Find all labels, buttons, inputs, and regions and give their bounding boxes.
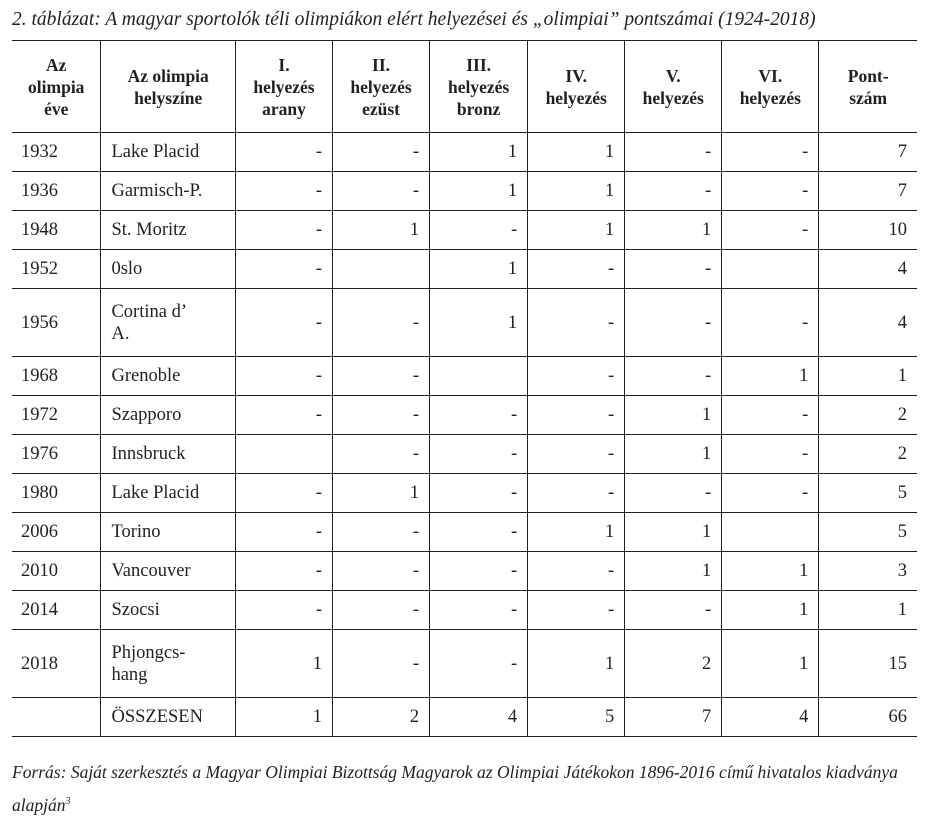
venue-cell <box>101 552 235 591</box>
table-row <box>12 630 917 698</box>
gold-cell: - <box>235 513 332 552</box>
silver-cell: 1 <box>333 211 430 250</box>
fifth-cell: 1 <box>625 396 722 435</box>
year-cell: 1972 <box>12 396 101 435</box>
table-row <box>12 250 917 289</box>
venue-line: Grenoble <box>111 366 181 386</box>
year-cell: 1968 <box>12 357 101 396</box>
year-cell: 2006 <box>12 513 101 552</box>
fifth-cell: - <box>625 357 722 396</box>
silver-cell: - <box>333 591 430 630</box>
fifth-cell: 2 <box>625 630 722 698</box>
points-cell: 10 <box>819 211 917 250</box>
sixth-cell: - <box>722 435 819 474</box>
points-cell: 2 <box>819 435 917 474</box>
table-row <box>12 513 917 552</box>
points-cell: 5 <box>819 513 917 552</box>
sixth-cell <box>722 513 819 552</box>
venue-line: Vancouver <box>111 561 191 581</box>
points-cell: 1 <box>819 357 917 396</box>
header-line: II. <box>372 54 391 75</box>
header-line: VI. <box>758 65 783 86</box>
header-line: helyezés <box>642 87 704 108</box>
fourth-cell: 1 <box>528 172 625 211</box>
year-cell: 1980 <box>12 474 101 513</box>
points-cell: 5 <box>819 474 917 513</box>
header-fourth <box>528 41 625 133</box>
header-sixth <box>722 41 819 133</box>
year-cell: 1956 <box>12 289 101 357</box>
year-cell: 1952 <box>12 250 101 289</box>
fifth-cell: - <box>625 591 722 630</box>
gold-cell: - <box>235 474 332 513</box>
venue-line: 0slo <box>111 259 143 279</box>
header-line: helyezés <box>545 87 607 108</box>
fourth-cell: - <box>528 357 625 396</box>
header-line: olimpia <box>28 76 85 97</box>
fifth-cell: - <box>625 133 722 172</box>
bronze-cell: - <box>430 591 528 630</box>
year-cell <box>12 698 101 737</box>
header-line: helyezés <box>448 76 510 97</box>
header-fifth <box>625 41 722 133</box>
points-cell: 7 <box>819 172 917 211</box>
venue-line: Garmisch-P. <box>111 181 203 201</box>
gold-cell: - <box>235 591 332 630</box>
table-row <box>12 357 917 396</box>
year-cell: 2010 <box>12 552 101 591</box>
header-gold <box>235 41 332 133</box>
fourth-cell: 1 <box>528 211 625 250</box>
venue-cell <box>101 698 235 737</box>
table-row <box>12 133 917 172</box>
header-line: Pont- <box>847 65 889 86</box>
sixth-cell: - <box>722 396 819 435</box>
fourth-cell: - <box>528 435 625 474</box>
silver-cell: - <box>333 552 430 591</box>
sixth-cell: - <box>722 172 819 211</box>
header-line: helyezés <box>350 76 412 97</box>
points-cell: 4 <box>819 289 917 357</box>
footnote-mark: 3 <box>65 796 71 807</box>
bronze-cell: 1 <box>430 172 528 211</box>
bronze-cell <box>430 357 528 396</box>
venue-cell <box>101 591 235 630</box>
header-silver <box>333 41 430 133</box>
venue-line: Phjongcs- <box>111 642 186 663</box>
header-line: bronz <box>456 98 501 119</box>
sixth-cell <box>722 250 819 289</box>
gold-cell <box>235 435 332 474</box>
silver-cell: - <box>333 357 430 396</box>
bronze-cell: - <box>430 435 528 474</box>
gold-cell: - <box>235 133 332 172</box>
bronze-cell: 1 <box>430 250 528 289</box>
venue-cell <box>101 630 235 698</box>
table-row <box>12 172 917 211</box>
points-cell: 15 <box>819 630 917 698</box>
header-line: Az olimpia <box>127 65 209 86</box>
silver-cell: - <box>333 630 430 698</box>
silver-cell: - <box>333 396 430 435</box>
header-row <box>12 41 917 133</box>
fifth-cell: 1 <box>625 211 722 250</box>
venue-cell <box>101 396 235 435</box>
header-line: helyszíne <box>134 87 203 108</box>
header-line: helyezés <box>253 76 315 97</box>
bronze-cell: - <box>430 396 528 435</box>
header-line: V. <box>665 65 681 86</box>
venue-cell <box>101 513 235 552</box>
year-cell: 1948 <box>12 211 101 250</box>
gold-cell: - <box>235 250 332 289</box>
header-line: IV. <box>565 65 587 86</box>
table-row <box>12 211 917 250</box>
sixth-cell: 1 <box>722 552 819 591</box>
fifth-cell: 1 <box>625 552 722 591</box>
table-row <box>12 474 917 513</box>
bronze-cell: - <box>430 474 528 513</box>
venue-cell <box>101 357 235 396</box>
venue-line: Innsbruck <box>111 444 186 464</box>
bronze-cell: 4 <box>430 698 528 737</box>
venue-cell <box>101 474 235 513</box>
header-line: éve <box>44 98 69 119</box>
bronze-cell: - <box>430 552 528 591</box>
fifth-cell: 7 <box>625 698 722 737</box>
venue-line: Szapporo <box>111 405 182 425</box>
fourth-cell: 1 <box>528 133 625 172</box>
fourth-cell: - <box>528 396 625 435</box>
silver-cell: - <box>333 435 430 474</box>
fourth-cell: - <box>528 591 625 630</box>
source-text: Forrás: Saját szerkesztés a Magyar Olimpiai Bizottság Magyarok az Olimpiai Játékokon 1896-2016 című hivatalos kiadványa alapján <box>12 762 898 815</box>
venue-line: Cortina d’ <box>111 301 187 322</box>
fourth-cell: 5 <box>528 698 625 737</box>
bronze-cell: - <box>430 630 528 698</box>
header-bronze <box>430 41 528 133</box>
table-row <box>12 591 917 630</box>
fourth-cell: - <box>528 474 625 513</box>
fifth-cell: - <box>625 289 722 357</box>
header-line: helyezés <box>739 87 801 108</box>
table-row <box>12 289 917 357</box>
venue-line: A. <box>111 323 130 344</box>
silver-cell: - <box>333 172 430 211</box>
sixth-cell: 1 <box>722 630 819 698</box>
venue-line: Lake Placid <box>111 142 200 162</box>
venue-cell <box>101 435 235 474</box>
gold-cell: - <box>235 396 332 435</box>
table-row <box>12 552 917 591</box>
bronze-cell: 1 <box>430 133 528 172</box>
gold-cell: - <box>235 211 332 250</box>
fourth-cell: - <box>528 250 625 289</box>
sixth-cell: 1 <box>722 591 819 630</box>
points-cell: 7 <box>819 133 917 172</box>
year-cell: 2014 <box>12 591 101 630</box>
source-note <box>12 757 922 820</box>
results-table <box>12 40 917 737</box>
fifth-cell: 1 <box>625 435 722 474</box>
header-line: ezüst <box>362 98 400 119</box>
bronze-cell: - <box>430 513 528 552</box>
header-line: III. <box>466 54 492 75</box>
sixth-cell: - <box>722 289 819 357</box>
venue-line: St. Moritz <box>111 220 187 240</box>
year-cell: 1932 <box>12 133 101 172</box>
header-line: Az <box>46 54 67 75</box>
silver-cell <box>333 250 430 289</box>
points-cell: 3 <box>819 552 917 591</box>
header-line: I. <box>278 54 290 75</box>
silver-cell: - <box>333 289 430 357</box>
bronze-cell: 1 <box>430 289 528 357</box>
gold-cell: 1 <box>235 698 332 737</box>
total-label: ÖSSZESEN <box>111 707 203 727</box>
silver-cell: - <box>333 133 430 172</box>
fourth-cell: - <box>528 289 625 357</box>
fifth-cell: - <box>625 474 722 513</box>
gold-cell: 1 <box>235 630 332 698</box>
gold-cell: - <box>235 357 332 396</box>
silver-cell: 2 <box>333 698 430 737</box>
venue-line: Lake Placid <box>111 483 200 503</box>
table-row <box>12 396 917 435</box>
sixth-cell: - <box>722 474 819 513</box>
fourth-cell: 1 <box>528 630 625 698</box>
header-year <box>12 41 101 133</box>
header-points <box>819 41 917 133</box>
points-cell: 66 <box>819 698 917 737</box>
header-line: arany <box>262 98 306 119</box>
gold-cell: - <box>235 289 332 357</box>
venue-cell <box>101 211 235 250</box>
venue-cell <box>101 289 235 357</box>
venue-line: Szocsi <box>111 600 160 620</box>
table-caption: 2. táblázat: A magyar sportolók téli olimpiákon elért helyezései és „olimpiai” pontszámai (1924-2018) <box>12 9 816 30</box>
silver-cell: - <box>333 513 430 552</box>
gold-cell: - <box>235 552 332 591</box>
bronze-cell: - <box>430 211 528 250</box>
points-cell: 2 <box>819 396 917 435</box>
year-cell: 2018 <box>12 630 101 698</box>
year-cell: 1936 <box>12 172 101 211</box>
sixth-cell: 4 <box>722 698 819 737</box>
venue-cell <box>101 250 235 289</box>
venue-cell <box>101 133 235 172</box>
gold-cell: - <box>235 172 332 211</box>
fourth-cell: - <box>528 552 625 591</box>
fifth-cell: - <box>625 250 722 289</box>
header-venue <box>101 41 235 133</box>
sixth-cell: - <box>722 133 819 172</box>
venue-line: Torino <box>111 522 161 542</box>
fifth-cell: - <box>625 172 722 211</box>
points-cell: 4 <box>819 250 917 289</box>
points-cell: 1 <box>819 591 917 630</box>
venue-line: hang <box>111 664 148 685</box>
silver-cell: 1 <box>333 474 430 513</box>
header-line: szám <box>849 87 888 108</box>
fifth-cell: 1 <box>625 513 722 552</box>
venue-cell <box>101 172 235 211</box>
year-cell: 1976 <box>12 435 101 474</box>
sixth-cell: 1 <box>722 357 819 396</box>
table-row <box>12 435 917 474</box>
sixth-cell: - <box>722 211 819 250</box>
total-row <box>12 698 917 737</box>
fourth-cell: 1 <box>528 513 625 552</box>
